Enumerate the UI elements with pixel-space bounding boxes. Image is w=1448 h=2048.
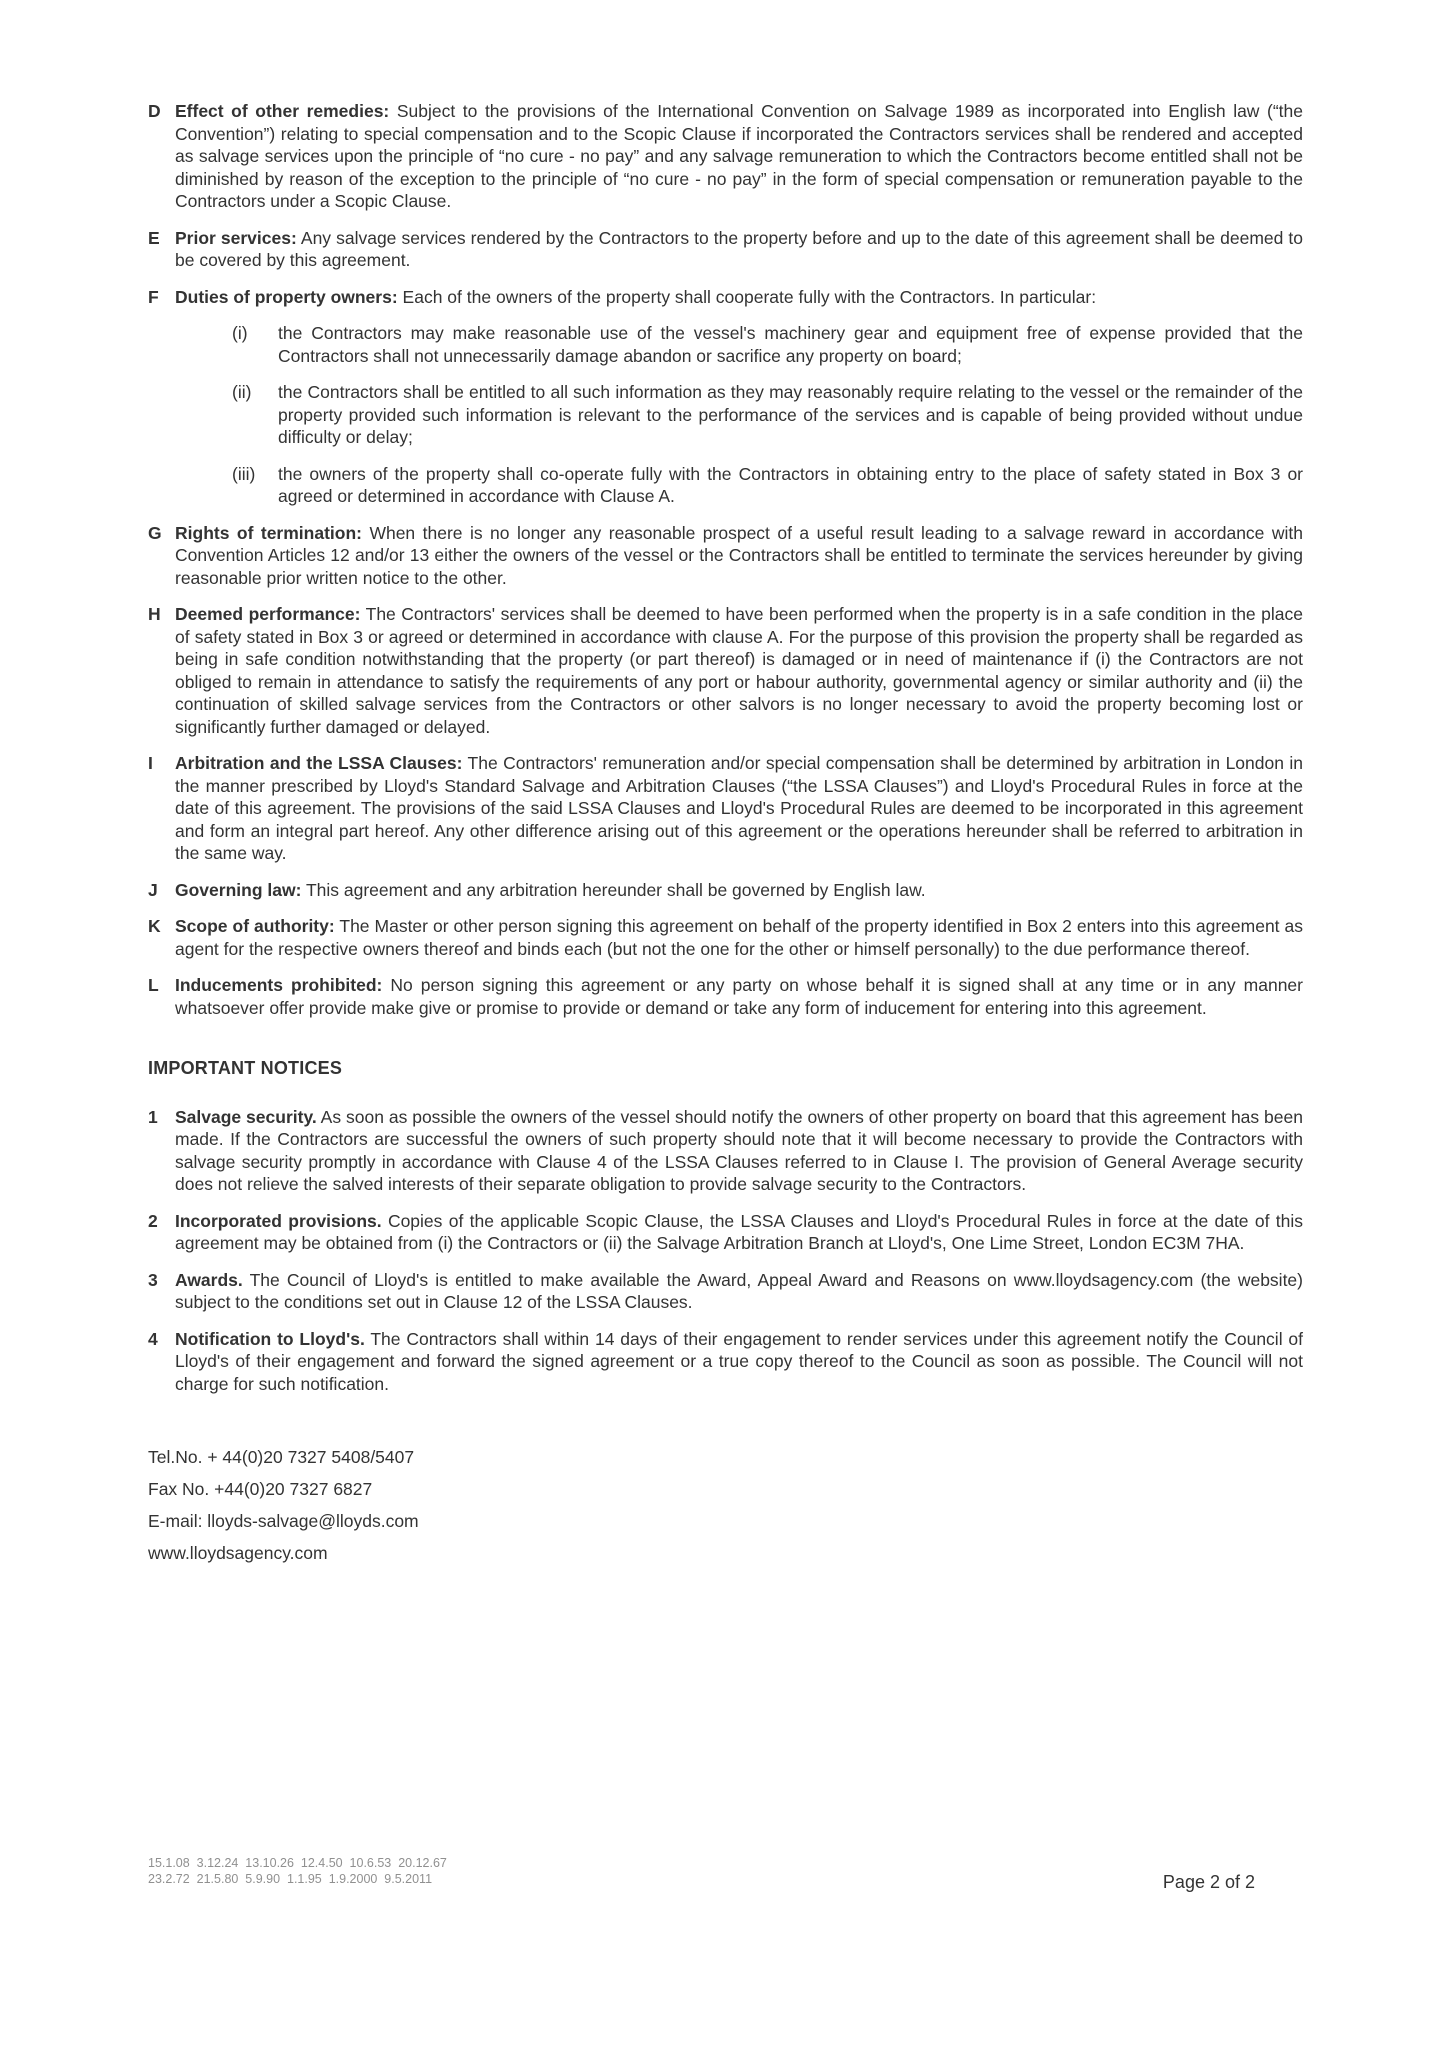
clause-k	[148, 915, 1303, 960]
notice-2-text: Copies of the applicable Scopic Clause, the LSSA Clauses and Lloyd's Procedural Rules in force at the date of this agreement may be obtained from (i) the Contractors or (ii) the Salvage Arbitration Branch at Lloyd's, One Lime Street, London EC3M 7HA.	[175, 1210, 1303, 1253]
notice-3-title: Awards.	[175, 1269, 243, 1290]
page-number: Page 2 of 2	[1162, 1872, 1255, 1892]
contact-fax: Fax No. +44(0)20 7327 6827	[148, 1479, 373, 1499]
notice-3	[148, 1269, 1303, 1314]
contact-tel: Tel.No. + 44(0)20 7327 5408/5407	[148, 1447, 415, 1467]
clause-f-item-i-label: (i)	[232, 323, 248, 343]
clause-d-title: Effect of other remedies:	[175, 101, 390, 121]
clause-l-text: No person signing this agreement or any party on whose behalf it is signed shall at any time or in any manner whatsoever offer provide make give or promise to provide or demand or take any form of inducement for entering into this agreement.	[175, 975, 1303, 1018]
clause-h-text: The Contractors' services shall be deemed to have been performed when the property is in a safe condition in the place of safety stated in Box 3 or agreed or determined in accordance with clause A. For the purpose of this provision the property shall be regarded as being in safe condition notwithstanding that the property (or part thereof) is damaged or in need of maintenance if (i) the Contractors are not obliged to remain in attendance to satisfy the requirements of any port or habour authority, governmental agency or similar authority and (ii) the continuation of skilled salvage services from the Contractors or other salvors is no longer necessary to avoid the property becoming lost or significantly further damaged or delayed.	[175, 604, 1303, 737]
clause-f-letter: F	[148, 286, 159, 307]
clause-j	[148, 879, 1303, 902]
clause-f-item-i	[232, 322, 1303, 367]
notice-2-number: 2	[148, 1210, 158, 1231]
footer-revision-line-1: 15.1.08 3.12.24 13.10.26 12.4.50 10.6.53 20.12.67	[148, 1856, 447, 1870]
clause-f-item-ii	[232, 381, 1303, 449]
clause-f-item-iii	[232, 463, 1303, 508]
notice-3-number: 3	[148, 1269, 158, 1290]
clause-f-intro	[175, 286, 1303, 309]
clause-k-title: Scope of authority:	[175, 916, 335, 936]
clause-f	[148, 286, 1303, 508]
clause-d	[148, 100, 1303, 213]
clause-g-text: When there is no longer any reasonable prospect of a useful result leading to a salvage reward in accordance with Convention Articles 12 and/or 13 either the owners of the vessel or the Contractors shall be entitled to terminate the services hereunder by giving reasonable prior written notice to the other.	[175, 522, 1303, 588]
clause-j-title: Governing law:	[175, 879, 302, 900]
notice-1	[148, 1106, 1303, 1196]
clause-k-letter: K	[148, 916, 161, 936]
notice-2	[148, 1210, 1303, 1255]
clause-f-title: Duties of property owners:	[175, 286, 398, 307]
clause-e-text: Any salvage services rendered by the Contractors to the property before and up to the date of this agreement shall be deemed to be covered by this agreement.	[175, 227, 1303, 270]
contact-email: E-mail: lloyds-salvage@lloyds.com	[148, 1511, 419, 1531]
notice-4	[148, 1328, 1303, 1396]
clause-i	[148, 752, 1303, 865]
clause-k-text: The Master or other person signing this agreement on behalf of the property identified in Box 2 enters into this agreement as agent for the respective owners thereof and binds each (but not the one for the other or himself personally) to the due performance thereof.	[175, 916, 1304, 959]
clause-j-text: This agreement and any arbitration hereunder shall be governed by English law.	[305, 879, 926, 900]
footer-revision-dates	[148, 1855, 447, 1887]
clause-d-letter: D	[148, 101, 161, 121]
clause-i-text: The Contractors' remuneration and/or special compensation shall be determined by arbitration in London in the manner prescribed by Lloyd's Standard Salvage and Arbitration Clauses (“the LSSA Clauses”) and Lloyd's Procedural Rules in force at the date of this agreement. The provisions of the said LSSA Clauses and Lloyd's Procedural Rules are deemed to be incorporated in this agreement and form an integral part hereof. Any other difference arising out of this agreement or the operations hereunder shall be referred to arbitration in the same way.	[175, 753, 1303, 863]
notice-4-text: The Contractors shall within 14 days of their engagement to render services under this agreement notify the Council of Lloyd's of their engagement and forward the signed agreement or a true copy thereof to the Council as soon as possible. The Council will not charge for such notification.	[175, 1328, 1303, 1394]
notice-4-title: Notification to Lloyd's.	[175, 1328, 365, 1349]
contact-block	[148, 1441, 1303, 1569]
clause-l-letter: L	[148, 975, 159, 995]
clause-h	[148, 603, 1303, 738]
footer-revision-line-2: 23.2.72 21.5.80 5.9.90 1.1.95 1.9.2000 9.5.2011	[148, 1872, 433, 1886]
clause-f-item-iii-text: the owners of the property shall co-operate fully with the Contractors in obtaining entry to the place of safety stated in Box 3 or agreed or determined in accordance with Clause A.	[278, 463, 1303, 506]
contact-website: www.lloydsagency.com	[148, 1543, 328, 1563]
clause-j-letter: J	[148, 879, 158, 900]
notice-3-text: The Council of Lloyd's is entitled to make available the Award, Appeal Award and Reasons on www.lloydsagency.com (the website) subject to the conditions set out in Clause 12 of the LSSA Clauses.	[175, 1269, 1303, 1312]
clause-i-letter: I	[148, 753, 153, 773]
clause-f-text: Each of the owners of the property shall cooperate fully with the Contractors. In particular:	[402, 286, 1097, 307]
clause-f-item-ii-label: (ii)	[232, 382, 252, 402]
clause-f-item-ii-text: the Contractors shall be entitled to all such information as they may reasonably require relating to the vessel or the remainder of the property provided such information is relevant to the performance of the services and is capable of being provided without undue difficulty or delay;	[278, 382, 1303, 447]
notice-2-title: Incorporated provisions.	[175, 1210, 382, 1231]
clause-e	[148, 227, 1303, 272]
important-notices-heading: IMPORTANT NOTICES	[148, 1058, 343, 1078]
notice-4-number: 4	[148, 1328, 158, 1349]
document-content	[148, 100, 1303, 1569]
clause-i-title: Arbitration and the LSSA Clauses:	[175, 753, 463, 773]
clause-g-title: Rights of termination:	[175, 522, 362, 543]
clause-g-letter: G	[148, 522, 162, 543]
clause-h-title: Deemed performance:	[175, 604, 361, 624]
clause-f-item-iii-label: (iii)	[232, 463, 256, 484]
clause-g	[148, 522, 1303, 590]
clause-f-item-i-text: the Contractors may make reasonable use of the vessel's machinery gear and equipment free of expense provided that the Contractors shall not unnecessarily damage abandon or sacrifice any property on board;	[278, 323, 1303, 366]
clause-d-text: Subject to the provisions of the International Convention on Salvage 1989 as incorporated into English law (“the Convention”) relating to special compensation and to the Scopic Clause if incorporated the Contractors services shall be rendered and accepted as salvage services upon the principle of “no cure - no pay” and any salvage remuneration to which the Contractors become entitled shall not be diminished by reason of the exception to the principle of “no cure - no pay” in the form of special compensation or remuneration payable to the Contractors under a Scopic Clause.	[175, 101, 1303, 211]
clause-l-title: Inducements prohibited:	[175, 975, 383, 995]
notice-1-title: Salvage security.	[175, 1106, 317, 1127]
clause-e-letter: E	[148, 227, 160, 248]
clause-h-letter: H	[148, 604, 161, 624]
notice-1-number: 1	[148, 1106, 158, 1127]
notice-1-text: As soon as possible the owners of the vessel should notify the owners of other property on board that this agreement has been made. If the Contractors are successful the owners of such property should note that it will become necessary to provide the Contractors with salvage security promptly in accordance with Clause 4 of the LSSA Clauses referred to in Clause I. The provision of General Average security does not relieve the salved interests of their separate obligation to provide salvage security to the Contractors.	[175, 1106, 1303, 1194]
clause-e-title: Prior services:	[175, 227, 297, 248]
clause-l	[148, 974, 1303, 1019]
